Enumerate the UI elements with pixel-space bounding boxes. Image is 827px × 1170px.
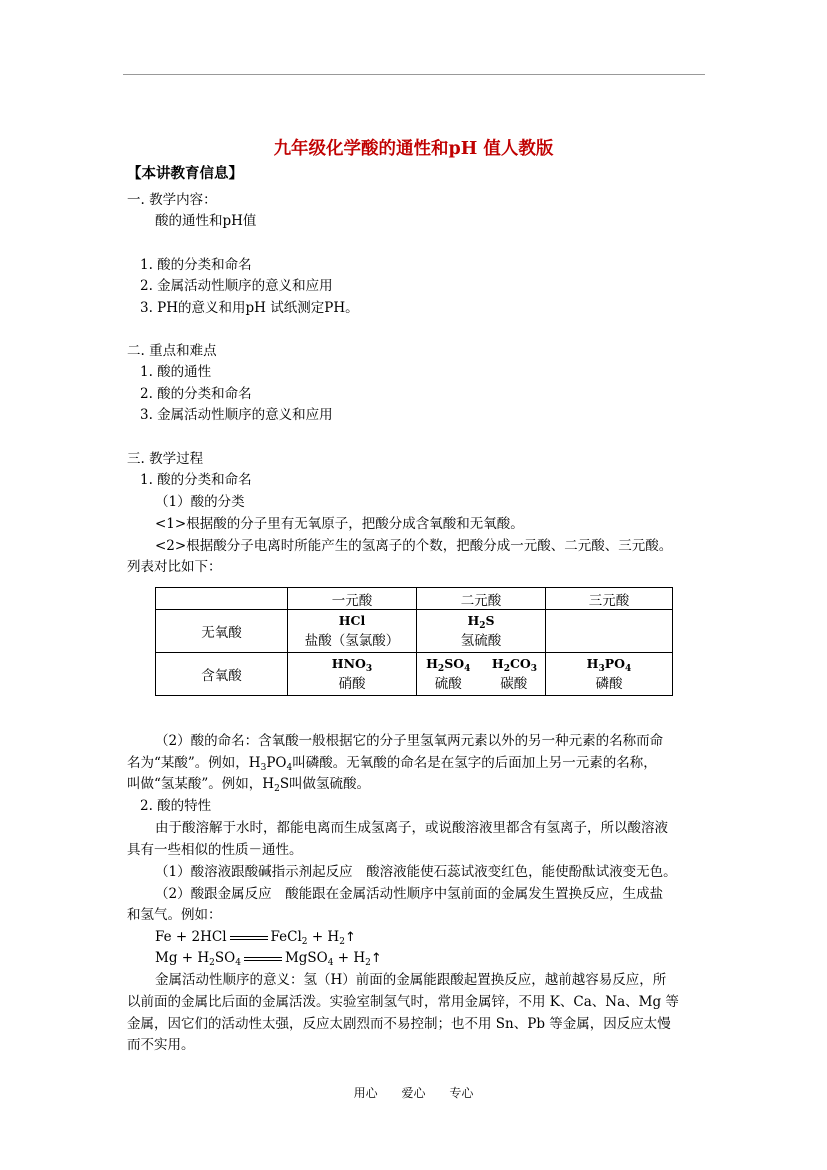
s1-heading: 一. 教学内容： bbox=[127, 192, 217, 208]
s1-item-2: 2. 金属活动性顺序的意义和应用 bbox=[140, 278, 333, 294]
acid-name: 硫酸 碳酸 bbox=[434, 675, 528, 692]
equals-sign bbox=[230, 936, 268, 940]
formula: $H_3PO_4$ bbox=[586, 655, 632, 674]
arrow-up-icon: ↑ bbox=[370, 951, 382, 966]
table-cell bbox=[417, 653, 546, 696]
s3-p1-b: <2>根据酸分子电离时所能产生的氢离子的个数，把酸分成一元酸、二元酸、三元酸。 bbox=[155, 538, 673, 554]
row-label: 含氧酸 bbox=[156, 653, 288, 696]
acid-name: 氢硫酸 bbox=[460, 632, 502, 649]
props-line-5: 和氢气。例如： bbox=[127, 907, 222, 923]
s1-item-1: 1. 酸的分类和命名 bbox=[140, 257, 252, 273]
table-row bbox=[156, 653, 673, 696]
props-line-1: 由于酸溶解于水时，都能电离而生成氢离子，或说酸溶液里都含有氢离子，所以酸溶液 bbox=[155, 820, 668, 836]
s3-p1-sub: （1）酸的分类 bbox=[155, 494, 245, 510]
arrow-up-icon: ↑ bbox=[344, 930, 356, 945]
equation-1: Fe + 2HCl FeCl$_2$ + $H_2↑$ bbox=[155, 929, 356, 947]
s3-heading: 三. 教学过程 bbox=[127, 451, 204, 467]
s3-p1-title: 1. 酸的分类和命名 bbox=[140, 472, 252, 488]
table-header-tribasic: 三元酸 bbox=[546, 588, 673, 610]
page-footer bbox=[0, 1084, 827, 1101]
naming-line-3: 叫做“氢某酸”。例如，$H_2S$叫做氢硫酸。 bbox=[127, 776, 371, 794]
table-header-dibasic: 二元酸 bbox=[417, 588, 546, 610]
activity-line-2: 以前面的金属比后面的金属活泼。实验室制氢气时，常用金属锌，不用 K、Ca、Na、Mg 等 bbox=[127, 994, 679, 1010]
table-header-monobasic: 一元酸 bbox=[288, 588, 417, 610]
props-line-2: 具有一些相似的性质－通性。 bbox=[127, 842, 303, 858]
activity-line-4: 而不实用。 bbox=[127, 1037, 195, 1053]
table-cell bbox=[417, 610, 546, 653]
acid-name: 磷酸 bbox=[595, 675, 623, 692]
s1-content: 酸的通性和pH值 bbox=[155, 213, 257, 229]
table-header-empty bbox=[156, 588, 288, 610]
props-title: 2. 酸的特性 bbox=[140, 798, 212, 814]
table-row bbox=[156, 610, 673, 653]
acid-name: 盐酸（氢氯酸） bbox=[304, 632, 400, 649]
table-cell bbox=[288, 610, 417, 653]
table-cell bbox=[546, 653, 673, 696]
header-rule bbox=[123, 74, 705, 75]
row-label: 无氧酸 bbox=[156, 610, 288, 653]
formula: $H_2SO_4$ $H_2CO_3$ bbox=[426, 655, 538, 674]
props-line-4: （2）酸跟金属反应 酸能跟在金属活动性顺序中氢前面的金属发生置换反应，生成盐 bbox=[155, 886, 664, 902]
formula: $HNO_3$ bbox=[331, 655, 373, 674]
s2-item-2: 2. 酸的分类和命名 bbox=[140, 386, 252, 402]
equation-2: $Mg + H_2SO_4$ MgSO$_4$ + $H_2↑$ bbox=[155, 950, 382, 968]
footer-item: 专心 bbox=[449, 1086, 474, 1100]
s2-heading: 二. 重点和难点 bbox=[127, 343, 217, 359]
activity-line-1: 金属活动性顺序的意义：氢（H）前面的金属能跟酸起置换反应，越前越容易反应，所 bbox=[155, 972, 667, 988]
footer-item: 爱心 bbox=[401, 1086, 426, 1100]
acid-name: 硝酸 bbox=[338, 675, 366, 692]
s1-item-3: 3. PH的意义和用pH 试纸测定PH。 bbox=[140, 300, 359, 316]
naming-line-2: 名为“某酸”。例如，$H_3PO_4$叫磷酸。无氧酸的命名是在氢字的后面加上另一元素的名称， bbox=[127, 755, 657, 773]
naming-line-1: （2）酸的命名：含氧酸一般根据它的分子里氢氧两元素以外的另一种元素的名称而命 bbox=[155, 733, 664, 749]
footer-item: 用心 bbox=[353, 1086, 378, 1100]
acid-table bbox=[155, 587, 673, 696]
activity-line-3: 金属，因它们的活动性太强，反应太剧烈而不易控制；也不用 Sn、Pb 等金属，因反应太慢 bbox=[127, 1016, 671, 1032]
props-line-3: （1）酸溶液跟酸碱指示剂起反应 酸溶液能使石蕊试液变红色，能使酚酞试液变无色。 bbox=[155, 864, 677, 880]
s3-p1-a: <1>根据酸的分子里有无氧原子，把酸分成含氧酸和无氧酸。 bbox=[155, 516, 524, 532]
s2-item-1: 1. 酸的通性 bbox=[140, 364, 212, 380]
formula: $H_2S$ bbox=[467, 612, 495, 631]
page-title: 九年级化学酸的通性和pH 值人教版 bbox=[273, 139, 554, 159]
table-cell bbox=[288, 653, 417, 696]
s3-p1-c: 列表对比如下： bbox=[127, 559, 222, 575]
equals-sign bbox=[244, 957, 282, 961]
section-header: 【本讲教育信息】 bbox=[127, 165, 243, 182]
s2-item-3: 3. 金属活动性顺序的意义和应用 bbox=[140, 407, 333, 423]
formula: HCl bbox=[338, 612, 366, 628]
table-cell bbox=[546, 610, 673, 653]
